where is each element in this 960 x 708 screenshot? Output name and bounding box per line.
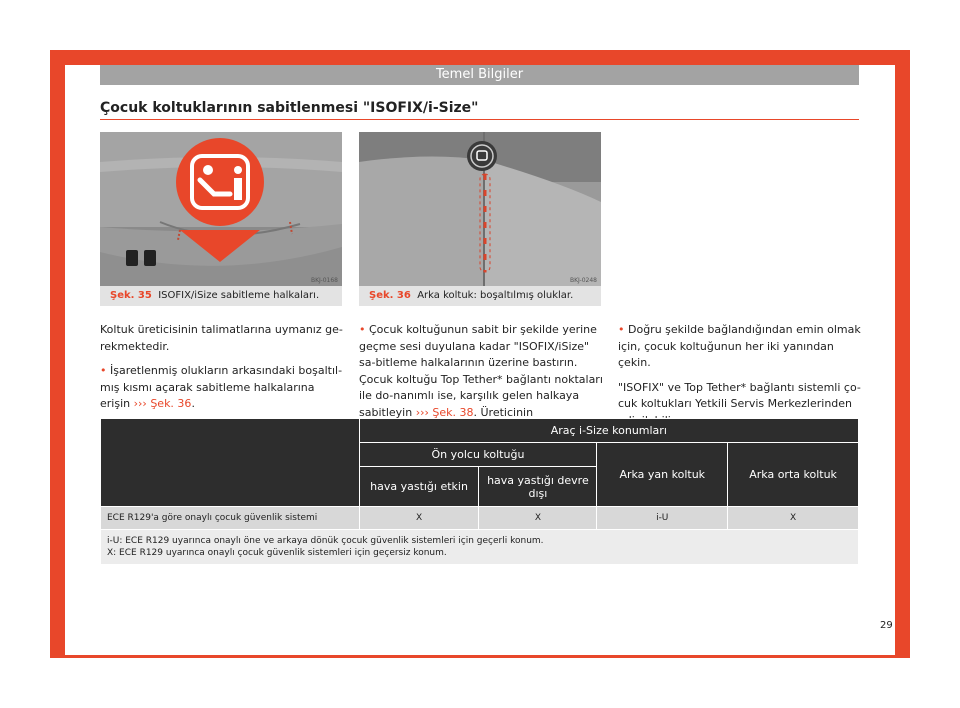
bullet-icon: • [618, 323, 625, 336]
isize-positions-table [100, 418, 859, 565]
front-passenger-header: Ön yolcu koltuğu [359, 443, 597, 467]
seat-isofix-illustration [100, 132, 342, 286]
rear-seat-illustration [359, 132, 601, 286]
note-line: X: ECE R129 uyarınca onaylı çocuk güvenlik sistemleri için geçersiz konum. [107, 548, 447, 558]
image-code: BKJ-0168 [310, 277, 338, 284]
sentence-end: . [191, 397, 195, 410]
figure-35-image [100, 132, 342, 286]
bullet-text: Doğru şekilde bağlandığından emin olmak için, çocuk koltuğunun her iki yanından çekin. [618, 323, 861, 369]
figure-caption [359, 286, 601, 306]
figure-36-image [359, 132, 601, 286]
rear-center-seat-header: Arka orta koltuk [728, 443, 859, 507]
bullet-icon: • [100, 364, 107, 377]
table-notes-row [101, 530, 859, 565]
table-cell: X [359, 507, 479, 530]
figure-number: Şek. 36 [369, 290, 411, 301]
airbag-active-header: hava yastığı etkin [359, 467, 479, 507]
figure-ref-link[interactable]: Şek. 36 [150, 397, 192, 410]
bullet-paragraph [618, 322, 863, 372]
sentence-end: . Üreticinin [473, 405, 534, 419]
section-header: Temel Bilgiler [100, 65, 859, 85]
figure-number: Şek. 35 [110, 290, 152, 301]
figure-caption-text: ISOFIX/iSize sabitleme halkaları. [158, 290, 320, 301]
paragraph: "ISOFIX" ve Top Tether* bağlantı sistemli ço-cuk koltukları Yetkili Servis Merkezlerinden [618, 380, 861, 410]
airbag-disabled-header: hava yastığı devre dışı [479, 467, 597, 507]
row-label: ECE R129'a göre onaylı çocuk güvenlik sistemi [101, 507, 360, 530]
rear-side-seat-header: Arka yan koltuk [597, 443, 728, 507]
figure-ref-arrow: ››› [415, 405, 429, 419]
table-notes [101, 530, 859, 565]
text-column-1 [100, 322, 345, 421]
page-number: 29 [880, 620, 893, 631]
page-title: Çocuk koltuklarının sabitlenmesi "ISOFIX/i-Size" [100, 100, 479, 116]
figure-ref-arrow: ››› [133, 397, 147, 410]
bullet-text: İşaretlenmiş olukların arkasındaki boşaltıl-mış kısmı açarak sabitleme halkalarına erişin [100, 364, 343, 410]
figure-caption-text: Arka koltuk: boşaltılmış oluklar. [417, 290, 574, 301]
figure-35 [100, 132, 342, 306]
table-cell: X [728, 507, 859, 530]
note-line: i-U: ECE R129 uyarınca onaylı öne ve arkaya dönük çocuk güvenlik sistemleri için geçerli konum. [107, 536, 544, 546]
figure-caption [100, 286, 342, 306]
title-divider [100, 119, 859, 120]
bullet-text: Çocuk koltuğunun sabit bir şekilde yerine geçme sesi duyulana kadar "ISOFIX/iSize" sa-bitleme halkalarının üzerine bastırın. Çocuk koltuğu Top Tether* bağlantı noktaları ile do-nanımlı ise, karşılık gelen halkaya sabitleyin [359, 323, 603, 419]
image-code: BKJ-0248 [569, 277, 597, 284]
figure-ref-link[interactable]: Şek. 38 [432, 405, 474, 419]
paragraph: Koltuk üreticisinin talimatlarına uymanız ge-rekmektedir. [100, 323, 343, 353]
table-row [101, 507, 859, 530]
bullet-paragraph [100, 363, 345, 413]
table-cell: X [479, 507, 597, 530]
table-cell: i-U [597, 507, 728, 530]
bullet-icon: • [359, 323, 366, 336]
figure-36 [359, 132, 601, 306]
isofix-badge-icon [176, 138, 264, 226]
table-main-header: Araç i-Size konumları [359, 419, 858, 443]
table-corner-cell [101, 419, 360, 507]
